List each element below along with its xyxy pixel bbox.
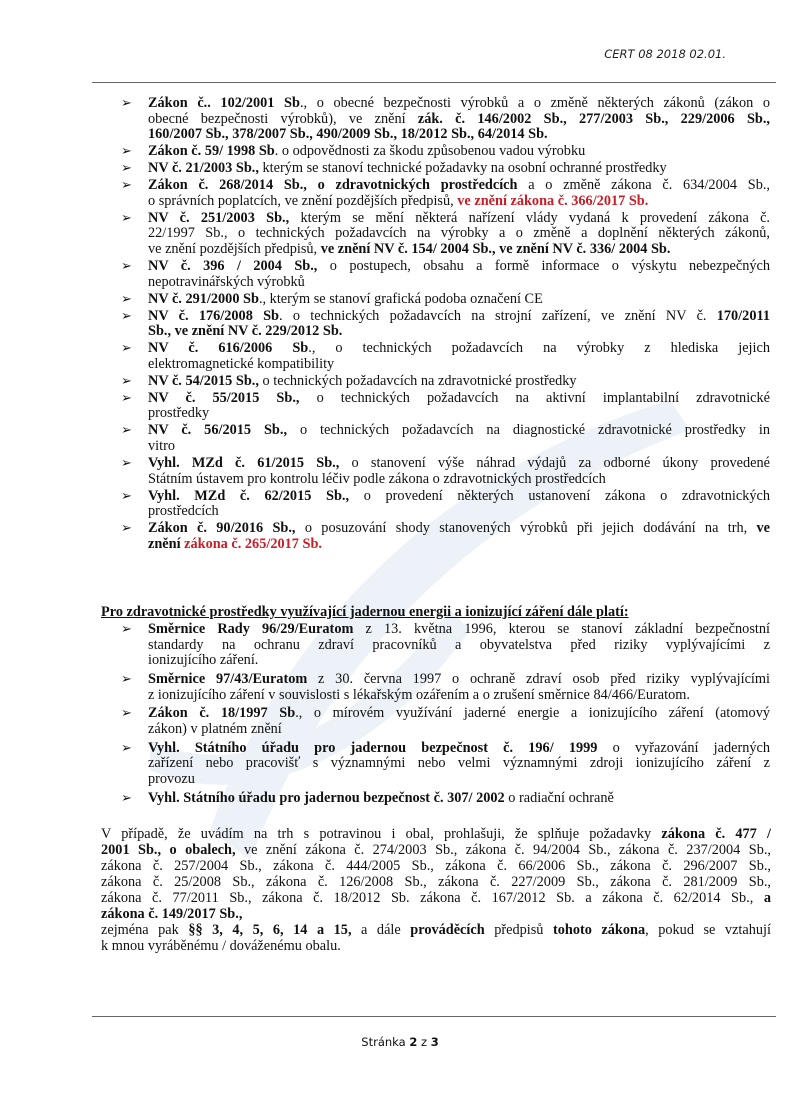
law-reference: Zákon č. 268/2014 Sb., o zdravotnických prostředcích bbox=[148, 177, 518, 194]
law-reference: 170/2011 bbox=[716, 307, 770, 324]
arrow-bullet-icon: ➢ bbox=[121, 259, 132, 274]
text-line bbox=[148, 111, 770, 127]
law-reference: ve bbox=[756, 520, 770, 537]
text-segment: o radiační ochraně bbox=[504, 789, 614, 806]
text-line bbox=[148, 390, 770, 406]
section-heading: Pro zdravotnické prostředky využívající jadernou energii a ionizující záření dále platí: bbox=[101, 604, 629, 620]
arrow-bullet-icon: ➢ bbox=[121, 706, 132, 722]
text-line bbox=[101, 922, 771, 938]
text-line bbox=[148, 488, 770, 504]
text-segment: o postupech, obsahu a formě informace o výskytu nebezpečných bbox=[317, 258, 770, 274]
text-line bbox=[101, 826, 771, 842]
text-segment: ionizujícího záření. bbox=[148, 652, 259, 669]
arrow-bullet-icon: ➢ bbox=[121, 161, 132, 177]
text-segment: z 30. června 1997 o ochraně zdraví osob před riziky vyplývajícími bbox=[307, 671, 770, 687]
law-reference: ve znění NV č. 154/ 2004 Sb., ve znění NV č. 336/ 2004 Sb. bbox=[320, 241, 671, 257]
text-line bbox=[148, 143, 585, 159]
document-code: CERT 08 2018 02.01. bbox=[604, 47, 726, 61]
header-rule bbox=[92, 82, 776, 83]
text-line bbox=[148, 740, 770, 756]
text-line bbox=[148, 340, 770, 356]
law-reference: NV č. 616/2006 Sb bbox=[148, 340, 309, 357]
text-line bbox=[148, 671, 770, 687]
law-reference: §§ 3, 4, 5, 6, 14 a 15, bbox=[188, 922, 352, 938]
text-line bbox=[148, 455, 770, 471]
text-segment: Státním ústavem pro kontrolu léčiv podle zákona o zdravotnických prostředcích bbox=[148, 470, 606, 487]
law-reference: Vyhl. Státního úřadu pro jadernou bezpečnost č. 307/ 2002 bbox=[148, 789, 505, 806]
arrow-bullet-icon: ➢ bbox=[121, 456, 132, 471]
text-segment: zákona č. 25/2008 Sb., zákona č. 126/2008 Sb., zákona č. 227/2009 Sb., zákona č. 281/2009 Sb., bbox=[101, 874, 771, 890]
text-line bbox=[148, 258, 770, 274]
text-line bbox=[148, 356, 334, 372]
law-reference: Zákon č.. 102/2001 Sb bbox=[148, 95, 300, 111]
text-segment: zákona č. 77/2011 Sb., zákona č. 18/2012 Sb. zákona č. 167/2012 Sb. a zákona č. 62/2014 Sb., bbox=[101, 890, 764, 906]
text-segment: V případě, že uvádím na trh s potravinou i obal, prohlašuji, že splňuje požadavky bbox=[101, 826, 662, 842]
text-line bbox=[148, 438, 175, 454]
text-line bbox=[148, 520, 770, 536]
law-reference: NV č. 251/2003 Sb., bbox=[148, 209, 290, 226]
text-segment: kterým se mění některá nařízení vlády vydaná k provedení zákona č. bbox=[289, 209, 770, 226]
law-reference: znění bbox=[148, 535, 185, 552]
text-line bbox=[148, 422, 770, 438]
law-reference: zákona č. 149/2017 Sb., bbox=[101, 906, 243, 922]
text-line bbox=[148, 308, 770, 324]
text-segment: ., kterým se stanoví grafická podoba označení CE bbox=[258, 290, 543, 307]
law-reference: NV č. 291/2000 Sb bbox=[148, 290, 259, 307]
text-line bbox=[148, 193, 648, 209]
text-segment: nepotravinářských výrobků bbox=[148, 273, 305, 290]
law-reference: NV č. 54/2015 Sb., bbox=[148, 372, 259, 389]
text-segment: ve znění pozdějších předpisů, bbox=[148, 241, 321, 257]
text-segment: standardy na ochranu zdraví pracovníků a obyvatelstva před riziky vyplývajícími z bbox=[148, 636, 770, 653]
law-reference: Zákon č. 59/ 1998 Sb bbox=[148, 143, 275, 160]
text-segment: a dále bbox=[351, 922, 411, 938]
arrow-bullet-icon: ➢ bbox=[121, 291, 132, 307]
text-line bbox=[148, 621, 770, 637]
page-sep: z bbox=[417, 1035, 431, 1049]
law-reference: zákona č. 477 / bbox=[661, 826, 771, 842]
text-segment: 22/1997 Sb., o technických požadavcích na výrobky a o změně a doplnění některých zákonů, bbox=[148, 225, 770, 242]
law-reference: NV č. 21/2003 Sb., bbox=[148, 160, 259, 177]
amendment-highlight: zákona č. 265/2017 Sb. bbox=[184, 535, 322, 552]
text-segment: vitro bbox=[148, 438, 176, 454]
text-line bbox=[148, 274, 305, 290]
arrow-bullet-icon: ➢ bbox=[121, 144, 132, 160]
text-segment: . o odpovědnosti za škodu způsobenou vadou výrobku bbox=[274, 143, 586, 160]
text-segment: z ionizujícího záření v souvislosti s lékařským ozářením a o zrušení směrnice 84/466/Euratom. bbox=[148, 686, 690, 703]
law-reference: NV č. 55/2015 Sb., bbox=[148, 389, 300, 406]
text-segment: o vyřazování jaderných bbox=[597, 739, 770, 756]
law-reference: a bbox=[763, 890, 771, 906]
text-line bbox=[148, 755, 770, 771]
law-reference: Směrnice 97/43/Euratom bbox=[148, 671, 308, 687]
text-line bbox=[101, 906, 242, 922]
law-reference: Zákon č. 18/1997 Sb bbox=[148, 705, 296, 722]
text-segment: kterým se stanoví technické požadavky na osobní ochranné prostředky bbox=[258, 160, 667, 177]
page-total: 3 bbox=[430, 1035, 439, 1049]
text-line bbox=[101, 890, 771, 906]
page-number: 2 bbox=[409, 1035, 418, 1049]
arrow-bullet-icon: ➢ bbox=[121, 341, 132, 357]
text-line bbox=[148, 373, 577, 389]
text-segment: zákon) v platném znění bbox=[148, 721, 282, 737]
text-segment: o správních poplatcích, ve znění pozdějších předpisů, bbox=[148, 192, 458, 209]
text-line bbox=[148, 790, 614, 806]
amendment-highlight: ve znění zákona č. 366/2017 Sb. bbox=[457, 192, 649, 209]
law-reference: Zákon č. 90/2016 Sb., bbox=[148, 520, 296, 537]
arrow-bullet-icon: ➢ bbox=[121, 178, 132, 194]
text-segment: . o technických požadavcích na strojní zařízení, ve znění NV č. bbox=[279, 307, 717, 324]
arrow-bullet-icon: ➢ bbox=[121, 96, 132, 111]
text-segment: prostředcích bbox=[148, 503, 219, 520]
text-segment: o technických požadavcích na aktivní implantabilní zdravotnické bbox=[299, 389, 770, 406]
arrow-bullet-icon: ➢ bbox=[121, 390, 132, 406]
arrow-bullet-icon: ➢ bbox=[121, 308, 132, 324]
law-reference: NV č. 176/2008 Sb bbox=[148, 307, 280, 324]
law-reference: Vyhl. MZd č. 61/2015 Sb., bbox=[148, 455, 340, 471]
arrow-bullet-icon: ➢ bbox=[121, 790, 132, 806]
page-label: Stránka bbox=[361, 1035, 410, 1049]
text-line bbox=[148, 471, 606, 487]
law-reference: tohoto zákona bbox=[552, 922, 646, 938]
law-reference: Směrnice Rady 96/29/Euratom bbox=[148, 621, 354, 637]
text-segment: o posuzování shody stanovených výrobků při jejich dodávání na trh, bbox=[295, 520, 757, 537]
text-segment: z 13. května 1996, kterou se stanoví základní bezpečnostní bbox=[353, 621, 770, 637]
page-footer bbox=[0, 1035, 800, 1049]
law-reference: zák. č. 146/2002 Sb., 277/2003 Sb., 229/2006 Sb., bbox=[417, 110, 770, 127]
text-segment: o technických požadavcích na zdravotnické prostředky bbox=[258, 372, 577, 389]
text-line bbox=[148, 323, 342, 339]
law-reference: 160/2007 Sb., 378/2007 Sb., 490/2009 Sb., 18/2012 Sb., 64/2014 Sb. bbox=[148, 126, 548, 143]
arrow-bullet-icon: ➢ bbox=[121, 622, 132, 637]
text-segment: o provedení některých ustanovení zákona o zdravotnických bbox=[349, 487, 770, 504]
text-line bbox=[148, 721, 282, 737]
text-line bbox=[148, 637, 770, 653]
text-segment: provozu bbox=[148, 771, 195, 787]
arrow-bullet-icon: ➢ bbox=[121, 740, 132, 756]
arrow-bullet-icon: ➢ bbox=[121, 521, 132, 537]
text-segment: předpisů bbox=[484, 922, 553, 938]
text-segment: ve znění zákona č. 274/2003 Sb., zákona č. 94/2004 Sb., zákona č. 237/2004 Sb., bbox=[235, 842, 771, 858]
text-line bbox=[148, 225, 770, 241]
text-line bbox=[148, 241, 670, 257]
text-segment: a o změně zákona č. 634/2004 Sb., bbox=[517, 177, 770, 194]
text-segment: zejména pak bbox=[101, 922, 189, 938]
text-line bbox=[148, 291, 543, 307]
law-reference: Vyhl. Státního úřadu pro jadernou bezpečnost č. 196/ 1999 bbox=[148, 739, 598, 756]
text-line bbox=[101, 938, 341, 954]
law-reference: prováděcích bbox=[410, 922, 485, 938]
text-line bbox=[148, 160, 667, 176]
text-segment: zákona č. 257/2004 Sb., zákona č. 444/2005 Sb., zákona č. 66/2006 Sb., zákona č. 296/2007 Sb., bbox=[101, 858, 771, 874]
arrow-bullet-icon: ➢ bbox=[121, 210, 132, 226]
text-segment: ., o obecné bezpečnosti výrobků a o změně některých zákonů (zákon o bbox=[299, 95, 770, 111]
text-line bbox=[148, 705, 770, 721]
law-reference: Vyhl. MZd č. 62/2015 Sb., bbox=[148, 487, 350, 504]
text-line bbox=[101, 874, 771, 890]
text-segment: ., o mírovém využívání jaderné energie a ionizujícího záření (atomový bbox=[295, 705, 770, 722]
text-segment: obecné bezpečnosti výrobků), ve znění bbox=[148, 110, 418, 127]
text-segment: k mnou vyráběnému / dováženému obalu. bbox=[101, 938, 341, 954]
law-reference: NV č. 396 / 2004 Sb., bbox=[148, 258, 318, 274]
text-line bbox=[148, 652, 258, 668]
arrow-bullet-icon: ➢ bbox=[121, 672, 132, 687]
law-reference: 2001 Sb., o obalech, bbox=[101, 842, 236, 858]
text-segment: , pokud se vztahují bbox=[645, 922, 771, 938]
text-segment: elektromagnetické kompatibility bbox=[148, 355, 335, 372]
text-line bbox=[148, 405, 209, 421]
text-segment: o stanovení výše náhrad výdajů za odborné úkony provedené bbox=[339, 455, 770, 471]
text-line bbox=[148, 771, 195, 787]
text-line bbox=[148, 95, 770, 111]
arrow-bullet-icon: ➢ bbox=[121, 373, 132, 389]
law-reference: NV č. 56/2015 Sb., bbox=[148, 422, 288, 439]
text-segment: ., o technických požadavcích na výrobky z hlediska jejich bbox=[308, 340, 770, 357]
text-segment: zařízení nebo pracovišť s významnými nebo velmi významnými zdroji ionizujícího záření z bbox=[148, 755, 770, 772]
law-reference: Sb., ve znění NV č. 229/2012 Sb. bbox=[148, 323, 343, 340]
text-line bbox=[148, 177, 770, 193]
text-line bbox=[101, 858, 771, 874]
footer-rule bbox=[92, 1016, 776, 1017]
arrow-bullet-icon: ➢ bbox=[121, 423, 132, 439]
text-line bbox=[148, 687, 690, 703]
text-line bbox=[148, 210, 770, 226]
text-line bbox=[101, 842, 771, 858]
text-segment: prostředky bbox=[148, 405, 210, 422]
arrow-bullet-icon: ➢ bbox=[121, 488, 132, 504]
text-line bbox=[148, 536, 322, 552]
text-segment: o technických požadavcích na diagnostické zdravotnické prostředky in bbox=[287, 422, 770, 439]
text-line bbox=[148, 126, 548, 142]
text-line bbox=[148, 503, 219, 519]
